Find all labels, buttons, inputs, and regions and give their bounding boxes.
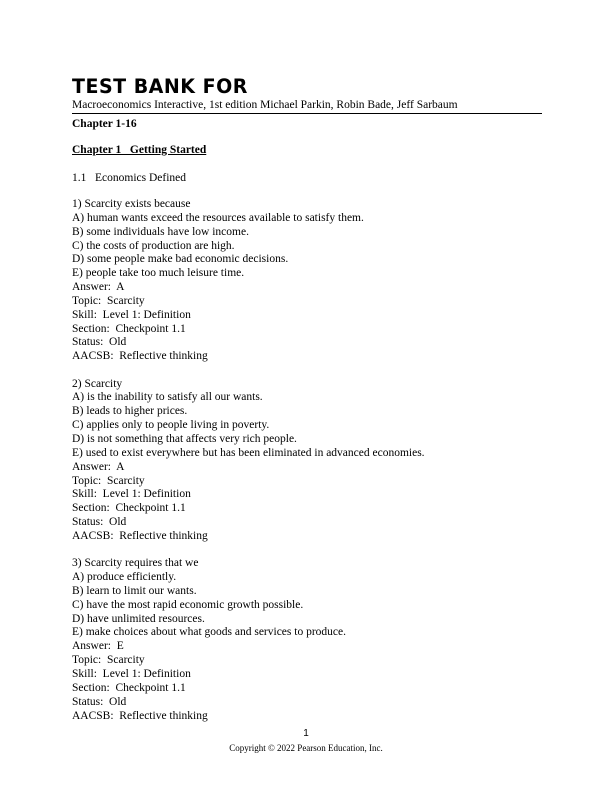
topic-meta: Topic: Scarcity bbox=[72, 294, 145, 307]
section-meta: Section: Checkpoint 1.1 bbox=[72, 322, 186, 335]
question-stem: 1) Scarcity exists because bbox=[72, 198, 191, 210]
answer-option: C) applies only to people living in poverty. bbox=[72, 419, 270, 432]
answer-option: E) used to exist everywhere but has been eliminated in advanced economies. bbox=[72, 446, 425, 459]
answer-option: D) have unlimited resources. bbox=[72, 612, 205, 625]
answer-option: E) make choices about what goods and services to produce. bbox=[72, 626, 346, 639]
answer-option: E) people take too much leisure time. bbox=[72, 267, 245, 280]
status-meta: Status: Old bbox=[72, 695, 127, 708]
chapter-range: Chapter 1-16 bbox=[72, 118, 137, 130]
document-title: TEST BANK FOR bbox=[72, 74, 248, 99]
answer-key: Answer: E bbox=[72, 640, 124, 653]
answer-option: D) is not something that affects very rich people. bbox=[72, 433, 297, 445]
answer-key: Answer: A bbox=[72, 460, 125, 473]
skill-meta: Skill: Level 1: Definition bbox=[72, 668, 191, 680]
answer-option: B) learn to limit our wants. bbox=[72, 584, 197, 597]
question-stem: 2) Scarcity bbox=[72, 377, 123, 390]
document-subtitle: Macroeconomics Interactive, 1st edition Michael Parkin, Robin Bade, Jeff Sarbaum bbox=[72, 99, 458, 111]
question-item bbox=[72, 198, 542, 364]
answer-option: C) the costs of production are high. bbox=[72, 239, 235, 252]
section-meta: Section: Checkpoint 1.1 bbox=[72, 502, 186, 515]
section-meta: Section: Checkpoint 1.1 bbox=[72, 681, 186, 694]
question-stem: 3) Scarcity requires that we bbox=[72, 557, 199, 570]
answer-option: D) some people make bad economic decisions. bbox=[72, 253, 289, 266]
answer-option: B) some individuals have low income. bbox=[72, 225, 249, 238]
copyright-notice: Copyright © 2022 Pearson Education, Inc. bbox=[229, 743, 383, 753]
status-meta: Status: Old bbox=[72, 516, 127, 529]
answer-option: A) human wants exceed the resources available to satisfy them. bbox=[72, 211, 364, 224]
aacsb-meta: AACSB: Reflective thinking bbox=[72, 709, 208, 722]
question-list bbox=[72, 198, 542, 737]
answer-key: Answer: A bbox=[72, 281, 125, 294]
answer-option: A) is the inability to satisfy all our wants. bbox=[72, 391, 263, 404]
topic-meta: Topic: Scarcity bbox=[72, 474, 145, 487]
topic-meta: Topic: Scarcity bbox=[72, 654, 145, 667]
question-item bbox=[72, 378, 542, 544]
skill-meta: Skill: Level 1: Definition bbox=[72, 308, 191, 321]
aacsb-meta: AACSB: Reflective thinking bbox=[72, 529, 208, 542]
aacsb-meta: AACSB: Reflective thinking bbox=[72, 350, 208, 363]
header-rule bbox=[72, 113, 542, 114]
status-meta: Status: Old bbox=[72, 336, 127, 349]
skill-meta: Skill: Level 1: Definition bbox=[72, 488, 191, 501]
answer-option: A) produce efficiently. bbox=[72, 571, 177, 584]
page-number: 1 bbox=[303, 728, 309, 739]
answer-option: C) have the most rapid economic growth possible. bbox=[72, 598, 304, 611]
answer-option: B) leads to higher prices. bbox=[72, 405, 188, 418]
section-heading: 1.1 Economics Defined bbox=[72, 172, 187, 184]
question-item bbox=[72, 557, 542, 723]
chapter-heading: Chapter 1 Getting Started bbox=[72, 144, 207, 156]
